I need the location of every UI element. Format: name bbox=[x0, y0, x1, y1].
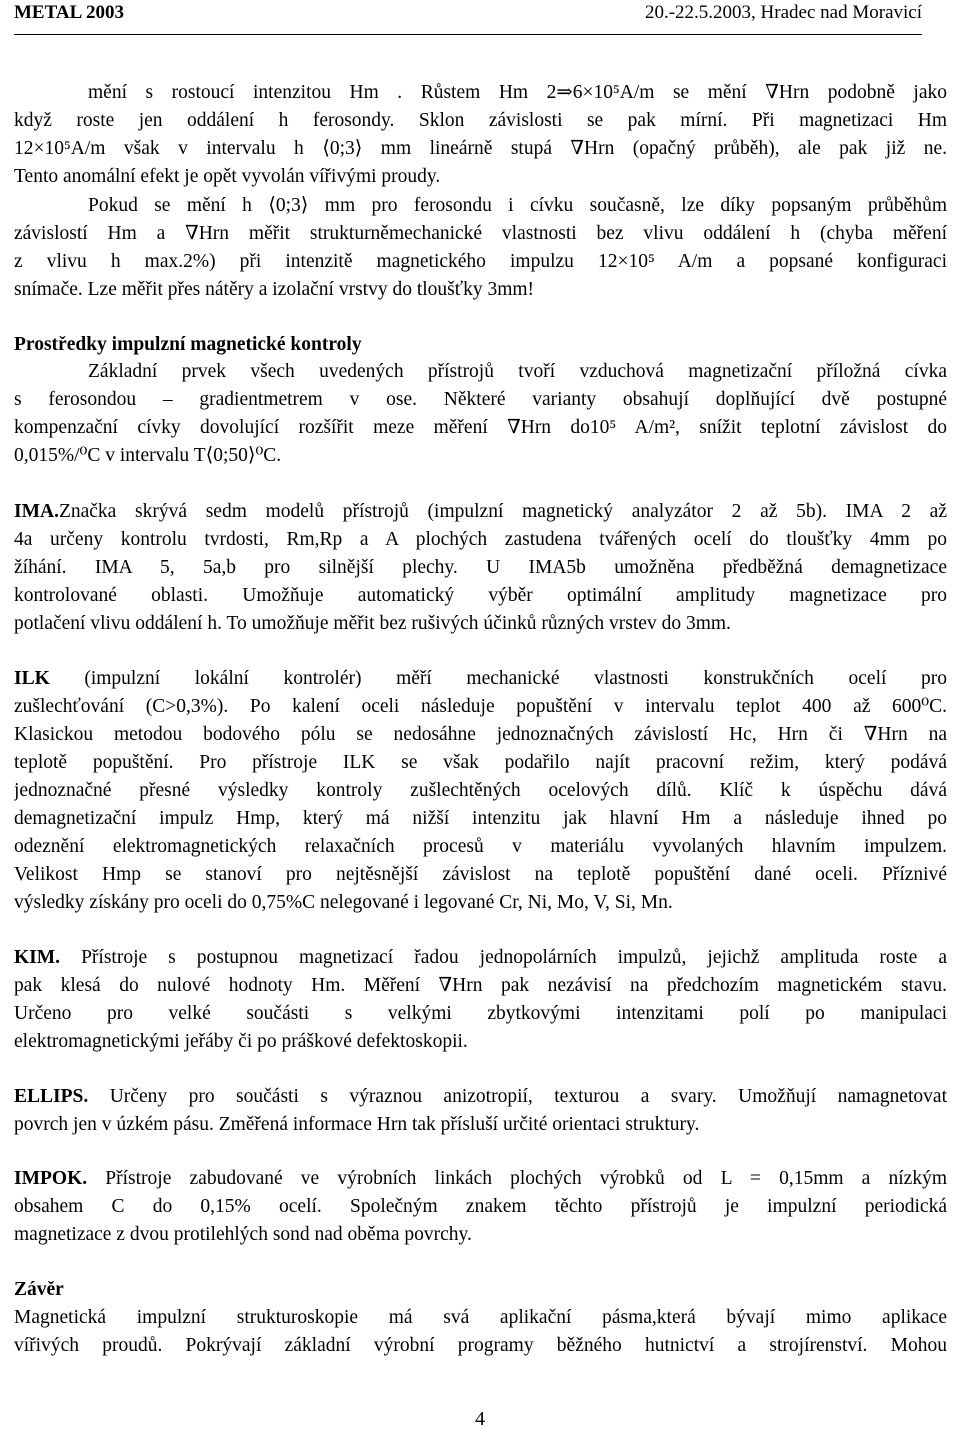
text-line: potlačení vlivu oddálení h. To umožňuje měřit bez rušivých účinků různých vrstev do 3mm. bbox=[14, 613, 731, 634]
text-line: s ferosondou – gradientmetrem v ose. Některé varianty obsahují doplňující dvě postupné bbox=[14, 389, 947, 410]
conclusion-heading: Závěr bbox=[14, 1279, 64, 1300]
text-line: mění s rostoucí intenzitou Hm . Růstem Hm 2⇒6×10⁵A/m se mění ∇Hrn podobně jako bbox=[88, 82, 947, 103]
text-line: vířivých proudů. Pokrývají základní výrobní programy běžného hutnictví a strojírenství. Mohou bbox=[14, 1335, 947, 1356]
text-line: snímače. Lze měřit přes nátěry a izolační vrstvy do tloušťky 3mm! bbox=[14, 279, 535, 300]
ima-paragraph-first-line bbox=[14, 499, 947, 524]
text-fragment: (impulzní lokální kontrolér) měří mechanické vlastnosti konstrukčních ocelí pro bbox=[49, 668, 947, 689]
text-fragment: Určeny pro součásti s výraznou anizotropií, texturou a svary. Umožňují namagnetovat bbox=[88, 1086, 947, 1107]
impok-paragraph-first-line bbox=[14, 1166, 947, 1191]
text-line: závislostí Hm a ∇Hrn měřit strukturněmechanické vlastnosti bez vlivu oddálení h (chyba měření bbox=[14, 223, 947, 244]
text-line: teplotě popuštění. Pro přístroje ILK se však podařilo najít pracovní režim, který podává bbox=[14, 752, 947, 773]
text-line: obsahem C do 0,15% ocelí. Společným znakem těchto přístrojů je impulzní periodická bbox=[14, 1196, 947, 1217]
text-line: 12×10⁵A/m však v intervalu h ⟨0;3⟩ mm lineárně stupá ∇Hrn (opačný průběh), ale pak již ne. bbox=[14, 138, 947, 159]
text-line: elektromagnetickými jeřáby či po práškové defektoskopii. bbox=[14, 1031, 468, 1052]
text-line: kompenzační cívky dovolující rozšířit meze měření ∇Hrn do10⁵ A/m², snížit teplotní závislost do bbox=[14, 417, 947, 438]
ellips-paragraph-first-line bbox=[14, 1084, 947, 1109]
ellips-term: ELLIPS. bbox=[14, 1086, 89, 1107]
text-line: Základní prvek všech uvedených přístrojů tvoří vzduchová magnetizační příložná cívka bbox=[88, 361, 947, 382]
ima-term: IMA. bbox=[14, 501, 59, 522]
text-line: výsledky získány pro oceli do 0,75%C nelegované i legované Cr, Ni, Mo, V, Si, Mn. bbox=[14, 892, 673, 913]
kim-term: KIM. bbox=[14, 947, 61, 968]
text-line: když roste jen oddálení h ferosondy. Sklon závislosti se pak mírní. Při magnetizaci Hm bbox=[14, 110, 947, 131]
text-line: povrch jen v úzkém pásu. Změřená informace Hrn tak přísluší určité orientaci struktury. bbox=[14, 1114, 700, 1135]
text-line: Tento anomální efekt je opět vyvolán vířivými proudy. bbox=[14, 166, 441, 187]
text-line: Určeno pro velké součásti s velkými zbytkovými intenzitami polí po manipulaci bbox=[14, 1003, 947, 1024]
text-line: odeznění elektromagnetických relaxačních procesů v materiálu vyvolaných hlavním impulzem. bbox=[14, 836, 947, 857]
text-line: pak klesá do nulové hodnoty Hm. Měření ∇Hrn pak nezávisí na předchozím magnetickém stavu. bbox=[14, 975, 947, 996]
text-line: demagnetizační impulz Hmp, který má nižší intenzitu jak hlavní Hm a následuje ihned po bbox=[14, 808, 947, 829]
text-line: kontrolované oblasti. Umožňuje automatický výběr optimální amplitudy magnetizace pro bbox=[14, 585, 947, 606]
text-fragment: Přístroje s postupnou magnetizací řadou jednopolárních impulzů, jejichž amplituda roste a bbox=[60, 947, 947, 968]
section-heading: Prostředky impulzní magnetické kontroly bbox=[14, 334, 362, 355]
text-line: 0,015%/⁰C v intervalu T⟨0;50⟩⁰C. bbox=[14, 445, 282, 466]
impok-term: IMPOK. bbox=[14, 1168, 88, 1189]
text-fragment: Značka skrývá sedm modelů přístrojů (impulzní magnetický analyzátor 2 až 5b). IMA 2 až bbox=[58, 501, 947, 522]
ilk-term: ILK bbox=[14, 668, 50, 689]
conference-title: METAL 2003 bbox=[14, 2, 124, 23]
text-line: z vlivu h max.2%) při intenzitě magnetického impulzu 12×10⁵ A/m a popsané konfiguraci bbox=[14, 251, 947, 272]
text-line: Magnetická impulzní strukturoskopie má svá aplikační pásma,která bývají mimo aplikace bbox=[14, 1307, 947, 1328]
text-line: zušlechťování (C>0,3%). Po kalení oceli následuje popuštění v intervalu teplot 400 až 600⁰C. bbox=[14, 696, 947, 717]
text-line: 4a určeny kontrolu tvrdosti, Rm,Rp a A plochých zastudena tvářených ocelí do tloušťky 4mm po bbox=[14, 529, 947, 550]
page-number: 4 bbox=[475, 1408, 485, 1430]
page-header bbox=[14, 0, 922, 40]
text-line: Velikost Hmp se stanoví pro nejtěsnější závislost na teplotě popuštění dané oceli. Příznivé bbox=[14, 864, 947, 885]
text-line: jednoznačné přesné výsledky kontroly zušlechtěných ocelových dílů. Klíč k úspěchu dává bbox=[14, 780, 947, 801]
text-line: magnetizace z dvou protilehlých sond nad oběma povrchy. bbox=[14, 1224, 472, 1245]
ilk-paragraph-first-line bbox=[14, 666, 947, 691]
header-rule bbox=[14, 34, 922, 35]
text-line: Klasickou metodou bodového pólu se nedosáhne jednoznačných závislostí Hc, Hrn či ∇Hrn na bbox=[14, 724, 947, 745]
conference-date-place: 20.-22.5.2003, Hradec nad Moravicí bbox=[644, 2, 922, 23]
kim-paragraph-first-line bbox=[14, 945, 947, 970]
text-fragment: Přístroje zabudované ve výrobních linkách plochých výrobků od L = 0,15mm a nízkým bbox=[87, 1168, 947, 1189]
text-line: Pokud se mění h ⟨0;3⟩ mm pro ferosondu i cívku současně, lze díky popsaným průběhům bbox=[88, 195, 947, 216]
text-line: žíhání. IMA 5, 5a,b pro silnější plechy. U IMA5b umožněna předběžná demagnetizace bbox=[14, 557, 947, 578]
